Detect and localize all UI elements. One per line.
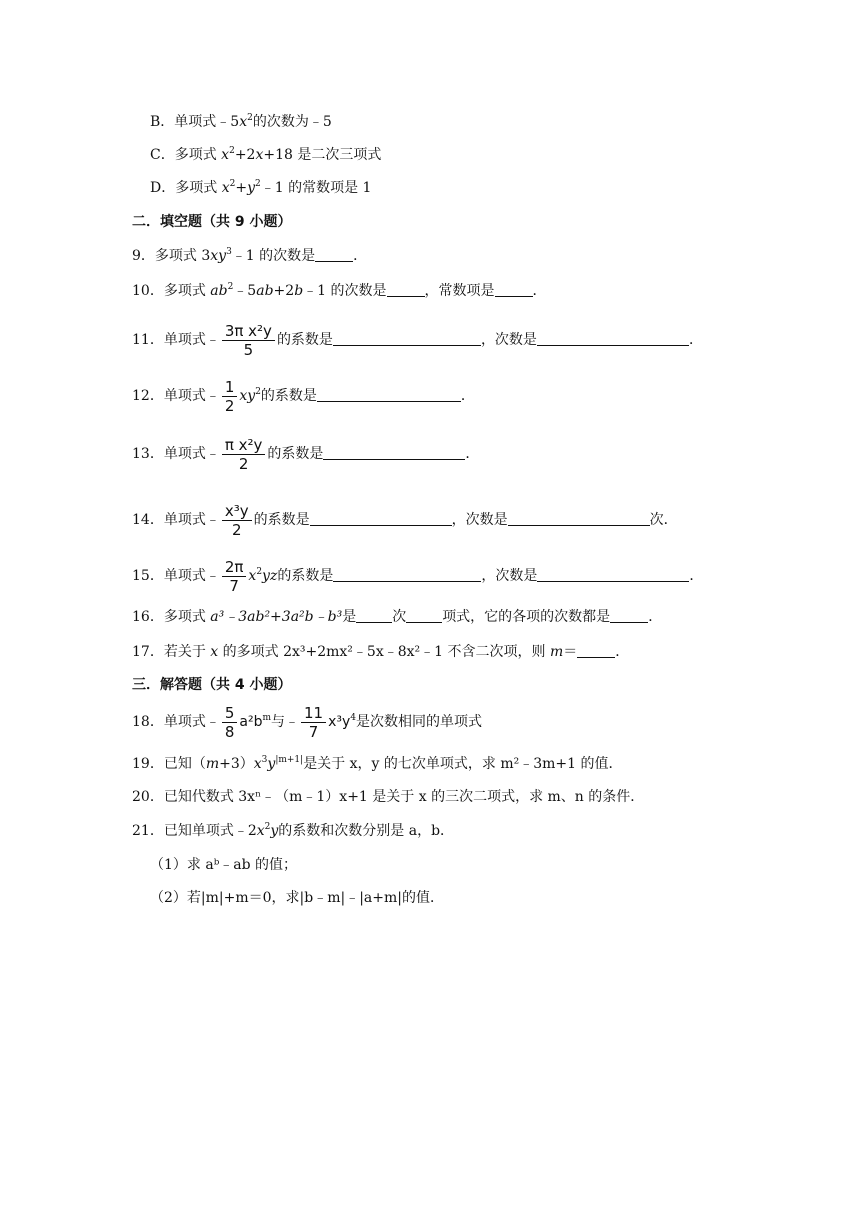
fraction: $\frac{11}{7}$: [301, 704, 326, 741]
answer-blank[interactable]: [333, 331, 481, 346]
question-21-part-1: （1）求 aᵇ﹣ab 的值；: [150, 857, 298, 873]
question-9: 9．多项式 $3xy^3﹣1$ 的次数是 ．: [132, 247, 368, 264]
question-17: 17．若关于 x 的多项式 2x³+2mx²﹣5x﹣8x²﹣1 不含二次项，则 m＝ ．: [132, 644, 630, 660]
answer-blank[interactable]: [537, 331, 689, 346]
answer-blank[interactable]: [317, 387, 461, 402]
question-16: 16．多项式 a³﹣3ab²+3a²b﹣b³是 次 项式，它的各项的次数都是 ．: [132, 609, 663, 625]
question-18: 18．单项式﹣ $\frac{5}{8}$ $a^2b^m$与﹣ $\frac{11}{7}$ $x^3y^4$是次数相同的单项式: [132, 703, 483, 741]
question-20: 20．已知代数式 3xⁿ﹣（m﹣1）x+1 是关于 x 的三次二项式，求 m、n 的条件．: [132, 789, 645, 805]
option-d: D．多项式 $x^2+y^2﹣1$ 的常数项是 1: [150, 179, 372, 196]
question-19: 19．已知$(m+3)x^3y^{|m+1|}$是关于 x，y 的七次单项式，求 m²﹣3m+1 的值．: [132, 755, 623, 772]
answer-blank[interactable]: [537, 567, 689, 582]
question-13: 13．单项式﹣ $\frac{\text{π x²y}}{2}$ 的系数是 ．: [132, 435, 480, 473]
section-title-fill-in: 二．填空题（共 9 小题）: [132, 214, 292, 230]
question-12: 12．单项式﹣ $\frac{1}{2}$ $xy^2$的系数是 ．: [132, 377, 475, 415]
fraction: $\frac{\text{x³y}}{2}$: [222, 502, 252, 539]
option-c: C．多项式 $x^2+2x+18$ 是二次三项式: [150, 146, 382, 163]
answer-blank[interactable]: [315, 247, 353, 262]
section-title-solve: 三．解答题（共 4 小题）: [132, 677, 292, 693]
answer-blank[interactable]: [577, 643, 615, 658]
question-21-part-2: （2）若|m|+m＝0，求|b﹣m|﹣|a+m|的值．: [150, 890, 444, 906]
question-10: 10．多项式 $ab^2﹣5ab+2b﹣1$ 的次数是 ，常数项是 ．: [132, 282, 547, 299]
question-11: 11．单项式﹣ $\frac{\text{3π x²y}}{5}$ 的系数是 ，次数是 ．: [132, 321, 703, 359]
question-21: 21．已知单项式$﹣2x^2y$的系数和次数分别是 a，b．: [132, 822, 455, 839]
question-14: 14．单项式﹣ $\frac{\text{x³y}}{2}$ 的系数是 ，次数是 次．: [132, 501, 678, 539]
answer-blank[interactable]: [495, 282, 533, 297]
answer-blank[interactable]: [508, 511, 650, 526]
fraction: $\frac{\text{3π x²y}}{5}$: [222, 322, 275, 359]
answer-blank[interactable]: [323, 445, 465, 460]
fraction: $\frac{2\pi}{7}$: [222, 558, 247, 595]
question-15: 15．单项式﹣ $\frac{2\pi}{7}$ $x^2yz$的系数是 ，次数是 ．: [132, 557, 704, 595]
answer-blank[interactable]: [406, 608, 442, 623]
answer-blank[interactable]: [610, 608, 648, 623]
option-b: B．单项式$﹣5x^2$的次数为﹣5: [150, 113, 332, 130]
answer-blank[interactable]: [387, 282, 425, 297]
answer-blank[interactable]: [333, 567, 481, 582]
fraction: $\frac{1}{2}$: [222, 378, 238, 415]
answer-blank[interactable]: [310, 511, 452, 526]
fraction: $\frac{5}{8}$: [222, 704, 238, 741]
fraction: $\frac{\text{π x²y}}{2}$: [222, 436, 266, 473]
answer-blank[interactable]: [356, 608, 392, 623]
